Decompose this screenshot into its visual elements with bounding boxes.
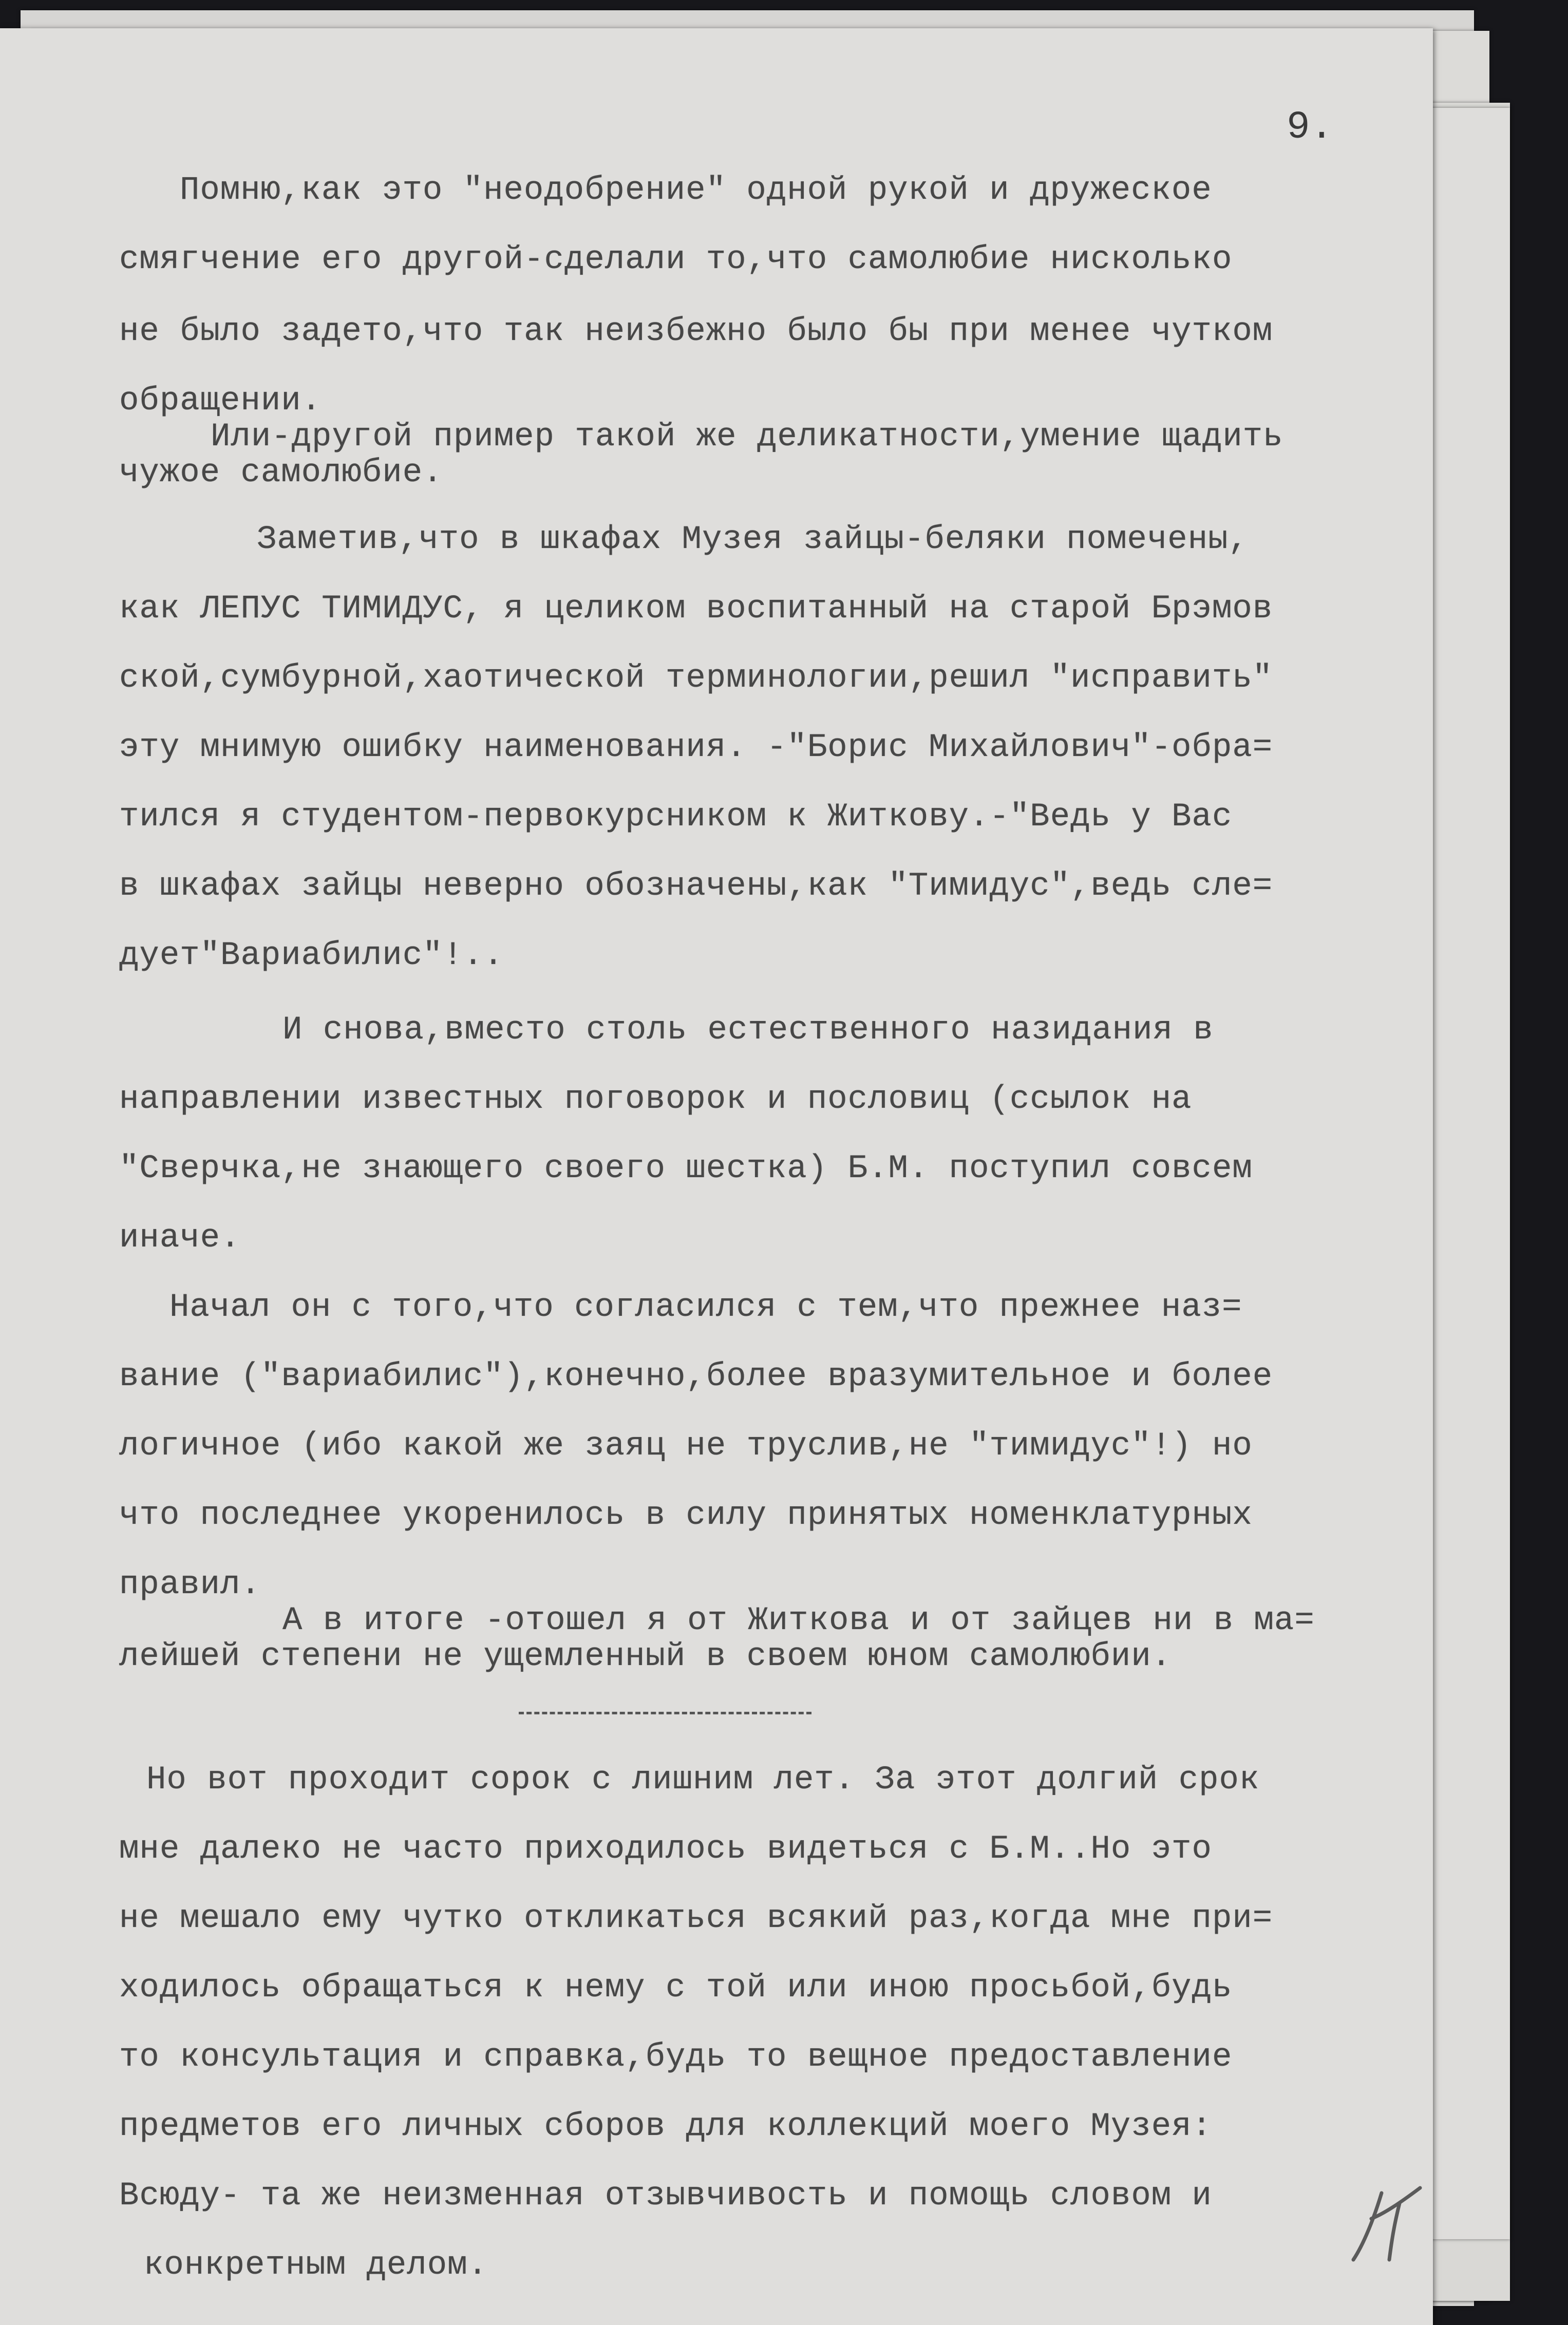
text-line: в шкафах зайцы неверно обозначены,как "Тимидус",ведь сле=: [119, 868, 1273, 905]
text-line: А в итоге -отошел я от Житкова и от зайцев ни в ма=: [282, 1602, 1315, 1639]
text-line: Помню,как это "неодобрение" одной рукой и дружеское: [180, 172, 1212, 209]
section-separator: [519, 1712, 811, 1714]
text-line: Заметив,что в шкафах Музея зайцы-беляки помечены,: [257, 521, 1249, 558]
text-line: Начал он с того,что согласился с тем,что прежнее наз=: [169, 1289, 1242, 1326]
text-line: логичное (ибо какой же заяц не труслив,не "тимидус"!) но: [119, 1428, 1253, 1465]
text-line: эту мнимую ошибку наименования. -"Борис Михайлович"-обра=: [119, 729, 1273, 766]
text-line: не было задето,что так неизбежно было бы при менее чутком: [119, 313, 1273, 350]
text-line: Но вот проходит сорок с лишним лет. За этот долгий срок: [146, 1762, 1260, 1799]
text-line: Или-другой пример такой же деликатности,умение щадить: [211, 419, 1283, 456]
text-line: ской,сумбурной,хаотической терминологии,решил "исправить": [119, 660, 1273, 697]
text-line: дует"Вариабилис"!..: [119, 937, 504, 974]
text-body: [0, 28, 1433, 2325]
text-line: как ЛЕПУС ТИМИДУС, я целиком воспитанный на старой Брэмов: [119, 591, 1273, 628]
handwritten-mark: [1343, 2183, 1430, 2265]
text-line: обращении.: [119, 383, 322, 420]
typewritten-page: [0, 28, 1433, 2325]
text-line: "Сверчка,не знающего своего шестка) Б.М. поступил совсем: [119, 1150, 1253, 1187]
text-line: Всюду- та же неизменная отзывчивость и помощь словом и: [119, 2178, 1212, 2215]
text-line: вание ("вариабилис"),конечно,более вразумительное и более: [119, 1358, 1273, 1395]
text-line: смягчение его другой-сделали то,что самолюбие нисколько: [119, 241, 1233, 278]
text-line: правил.: [119, 1566, 261, 1603]
text-line: что последнее укоренилось в силу принятых номенклатурных: [119, 1497, 1253, 1534]
text-line: конкретным делом.: [144, 2247, 488, 2284]
text-line: то консультация и справка,будь то вещное предоставление: [119, 2039, 1233, 2076]
text-line: лейшей степени не ущемленный в своем юном самолюбии.: [119, 1638, 1172, 1675]
text-line: чужое самолюбие.: [119, 455, 443, 492]
text-line: направлении известных поговорок и пословиц (ссылок на: [119, 1081, 1192, 1118]
text-line: предметов его личных сборов для коллекций моего Музея:: [119, 2108, 1212, 2145]
text-line: И снова,вместо столь естественного назидания в: [282, 1012, 1214, 1049]
page-number: 9.: [1287, 105, 1334, 149]
text-line: тился я студентом-первокурсником к Житкову.-"Ведь у Вас: [119, 799, 1233, 836]
text-line: ходилось обращаться к нему с той или иною просьбой,будь: [119, 1970, 1233, 2007]
text-line: иначе.: [119, 1220, 241, 1257]
text-line: не мешало ему чутко откликаться всякий раз,когда мне при=: [119, 1900, 1273, 1937]
text-line: мне далеко не часто приходилось видеться с Б.М..Но это: [119, 1831, 1212, 1868]
